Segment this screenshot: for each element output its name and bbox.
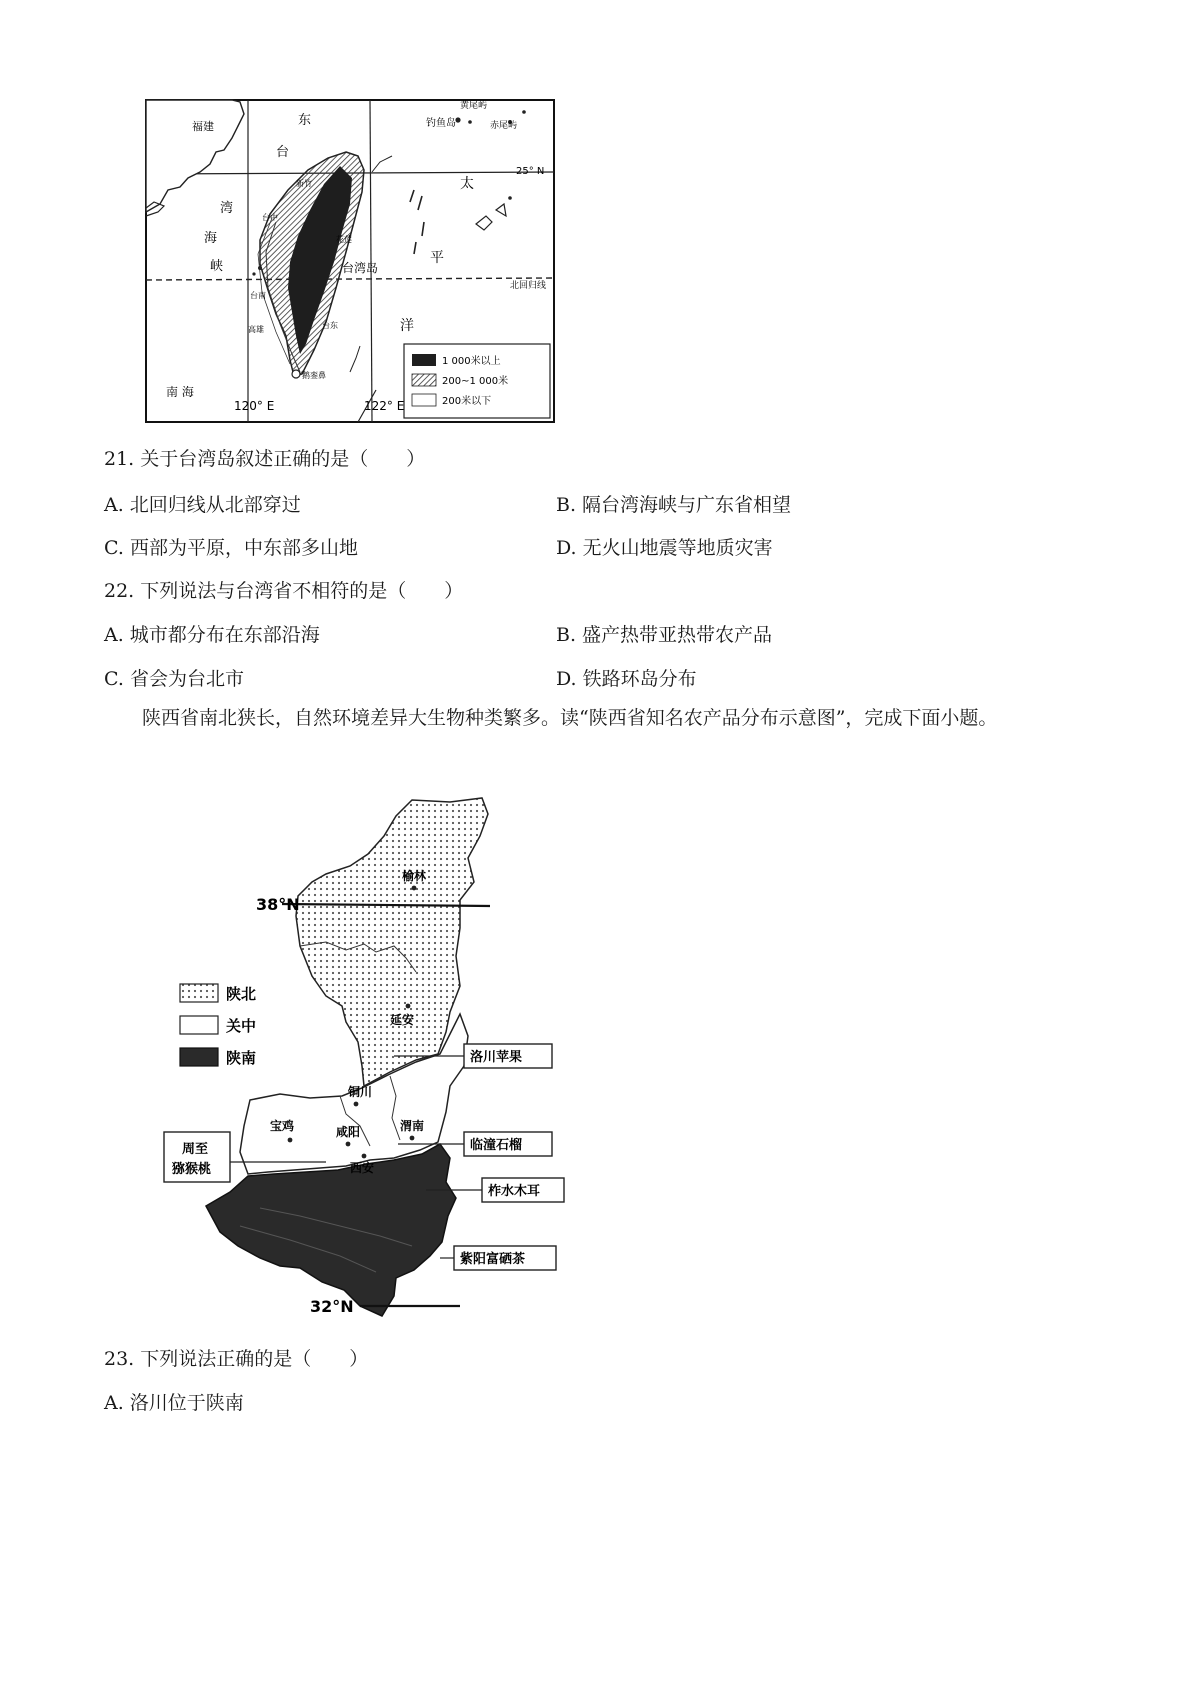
label-eluanbi: 鹅銮鼻 (302, 371, 326, 380)
city-weinan: 渭南 (400, 1119, 425, 1133)
city-baoji: 宝鸡 (270, 1119, 295, 1133)
q23-stem: 23. 下列说法正确的是（ ） (104, 1348, 369, 1370)
label-taiwan-island: 台湾岛 (342, 261, 379, 275)
label-taitung: 台东 (322, 321, 338, 330)
product-zhashui: 柞水木耳 (488, 1184, 541, 1199)
label-lon120: 120° E (234, 399, 275, 413)
lat38-label: 38°N (256, 895, 300, 914)
label-lat25: 25° N (516, 166, 545, 177)
q22-option-b[interactable]: B. 盛产热带亚热带农产品 (556, 624, 773, 646)
label-strait-2: 湾 (220, 201, 234, 216)
product-zhouzhi-1: 周至 (182, 1142, 209, 1157)
lat32-label: 32°N (310, 1297, 354, 1316)
shaanxi-map (150, 796, 590, 1326)
city-tongchuan: 铜川 (348, 1085, 373, 1099)
q21-option-b[interactable]: B. 隔台湾海峡与广东省相望 (556, 494, 792, 516)
product-ziyang: 紫阳富硒茶 (460, 1252, 526, 1267)
map1-legend (404, 344, 550, 418)
q23-option-a[interactable]: A. 洛川位于陕南 (104, 1392, 244, 1414)
label-pacific-1: 太 (460, 176, 474, 192)
label-pacific-3: 洋 (400, 318, 414, 334)
product-lintong: 临潼石榴 (470, 1138, 523, 1153)
label-fujian-1: 福建 (192, 120, 214, 133)
legend-item-low: 200米以下 (442, 396, 492, 407)
q21-option-c[interactable]: C. 西部为平原，中东部多山地 (104, 537, 358, 559)
label-hualien: 花莲 (336, 235, 352, 244)
label-lon122: 122° E (364, 399, 405, 413)
label-diaoyu: 钓鱼岛 (426, 118, 456, 129)
city-yanan: 延安 (390, 1013, 415, 1027)
q22-option-c[interactable]: C. 省会为台北市 (104, 668, 244, 690)
label-chiwei: 赤尾屿 (490, 121, 518, 131)
label-strait-1: 台 (276, 145, 290, 160)
legend-shaanbei: 陕北 (226, 985, 257, 1003)
label-pacific-2: 平 (430, 250, 444, 266)
map2-legend (180, 984, 256, 1067)
q22-stem: 22. 下列说法与台湾省不相符的是（ ） (104, 580, 464, 602)
taiwan-map (140, 92, 560, 428)
q21-stem: 21. 关于台湾岛叙述正确的是（ ） (104, 448, 426, 470)
label-strait-4: 峡 (210, 259, 224, 274)
product-zhouzhi-2: 猕猴桃 (172, 1162, 212, 1177)
label-south-sea: 南 海 (166, 385, 194, 399)
label-kaohsiung: 高雄 (248, 325, 264, 334)
q21-option-a[interactable]: A. 北回归线从北部穿过 (104, 494, 301, 516)
q22-option-a[interactable]: A. 城市都分布在东部沿海 (104, 624, 320, 646)
q22-option-d[interactable]: D. 铁路环岛分布 (556, 668, 697, 690)
label-strait-3: 海 (204, 231, 218, 246)
legend-shaannan: 陕南 (226, 1049, 257, 1067)
label-huangwei: 黄尾屿 (460, 101, 488, 111)
city-yulin: 榆林 (402, 869, 427, 883)
label-taichung: 台中 (262, 213, 278, 222)
legend-item-high: 1 000米以上 (442, 356, 501, 367)
product-luochuan: 洛川苹果 (470, 1050, 523, 1065)
city-xian: 西安 (350, 1161, 375, 1175)
shaanxi-intro: 陕西省南北狭长，自然环境差异大生物种类繁多。读“陕西省知名农产品分布示意图”，完成下面小题。 (142, 707, 998, 729)
label-east-sea: 东 (298, 113, 312, 128)
q21-option-d[interactable]: D. 无火山地震等地质灾害 (556, 537, 773, 559)
label-hsinchu: 新竹 (296, 179, 312, 188)
city-xianyang: 咸阳 (336, 1125, 361, 1139)
legend-item-mid: 200~1 000米 (442, 376, 509, 387)
label-tropic: 北回归线 (510, 281, 547, 291)
region-shaannan (206, 1144, 456, 1316)
label-tainan: 台南 (250, 291, 266, 300)
legend-guanzhong: 关中 (226, 1017, 257, 1035)
